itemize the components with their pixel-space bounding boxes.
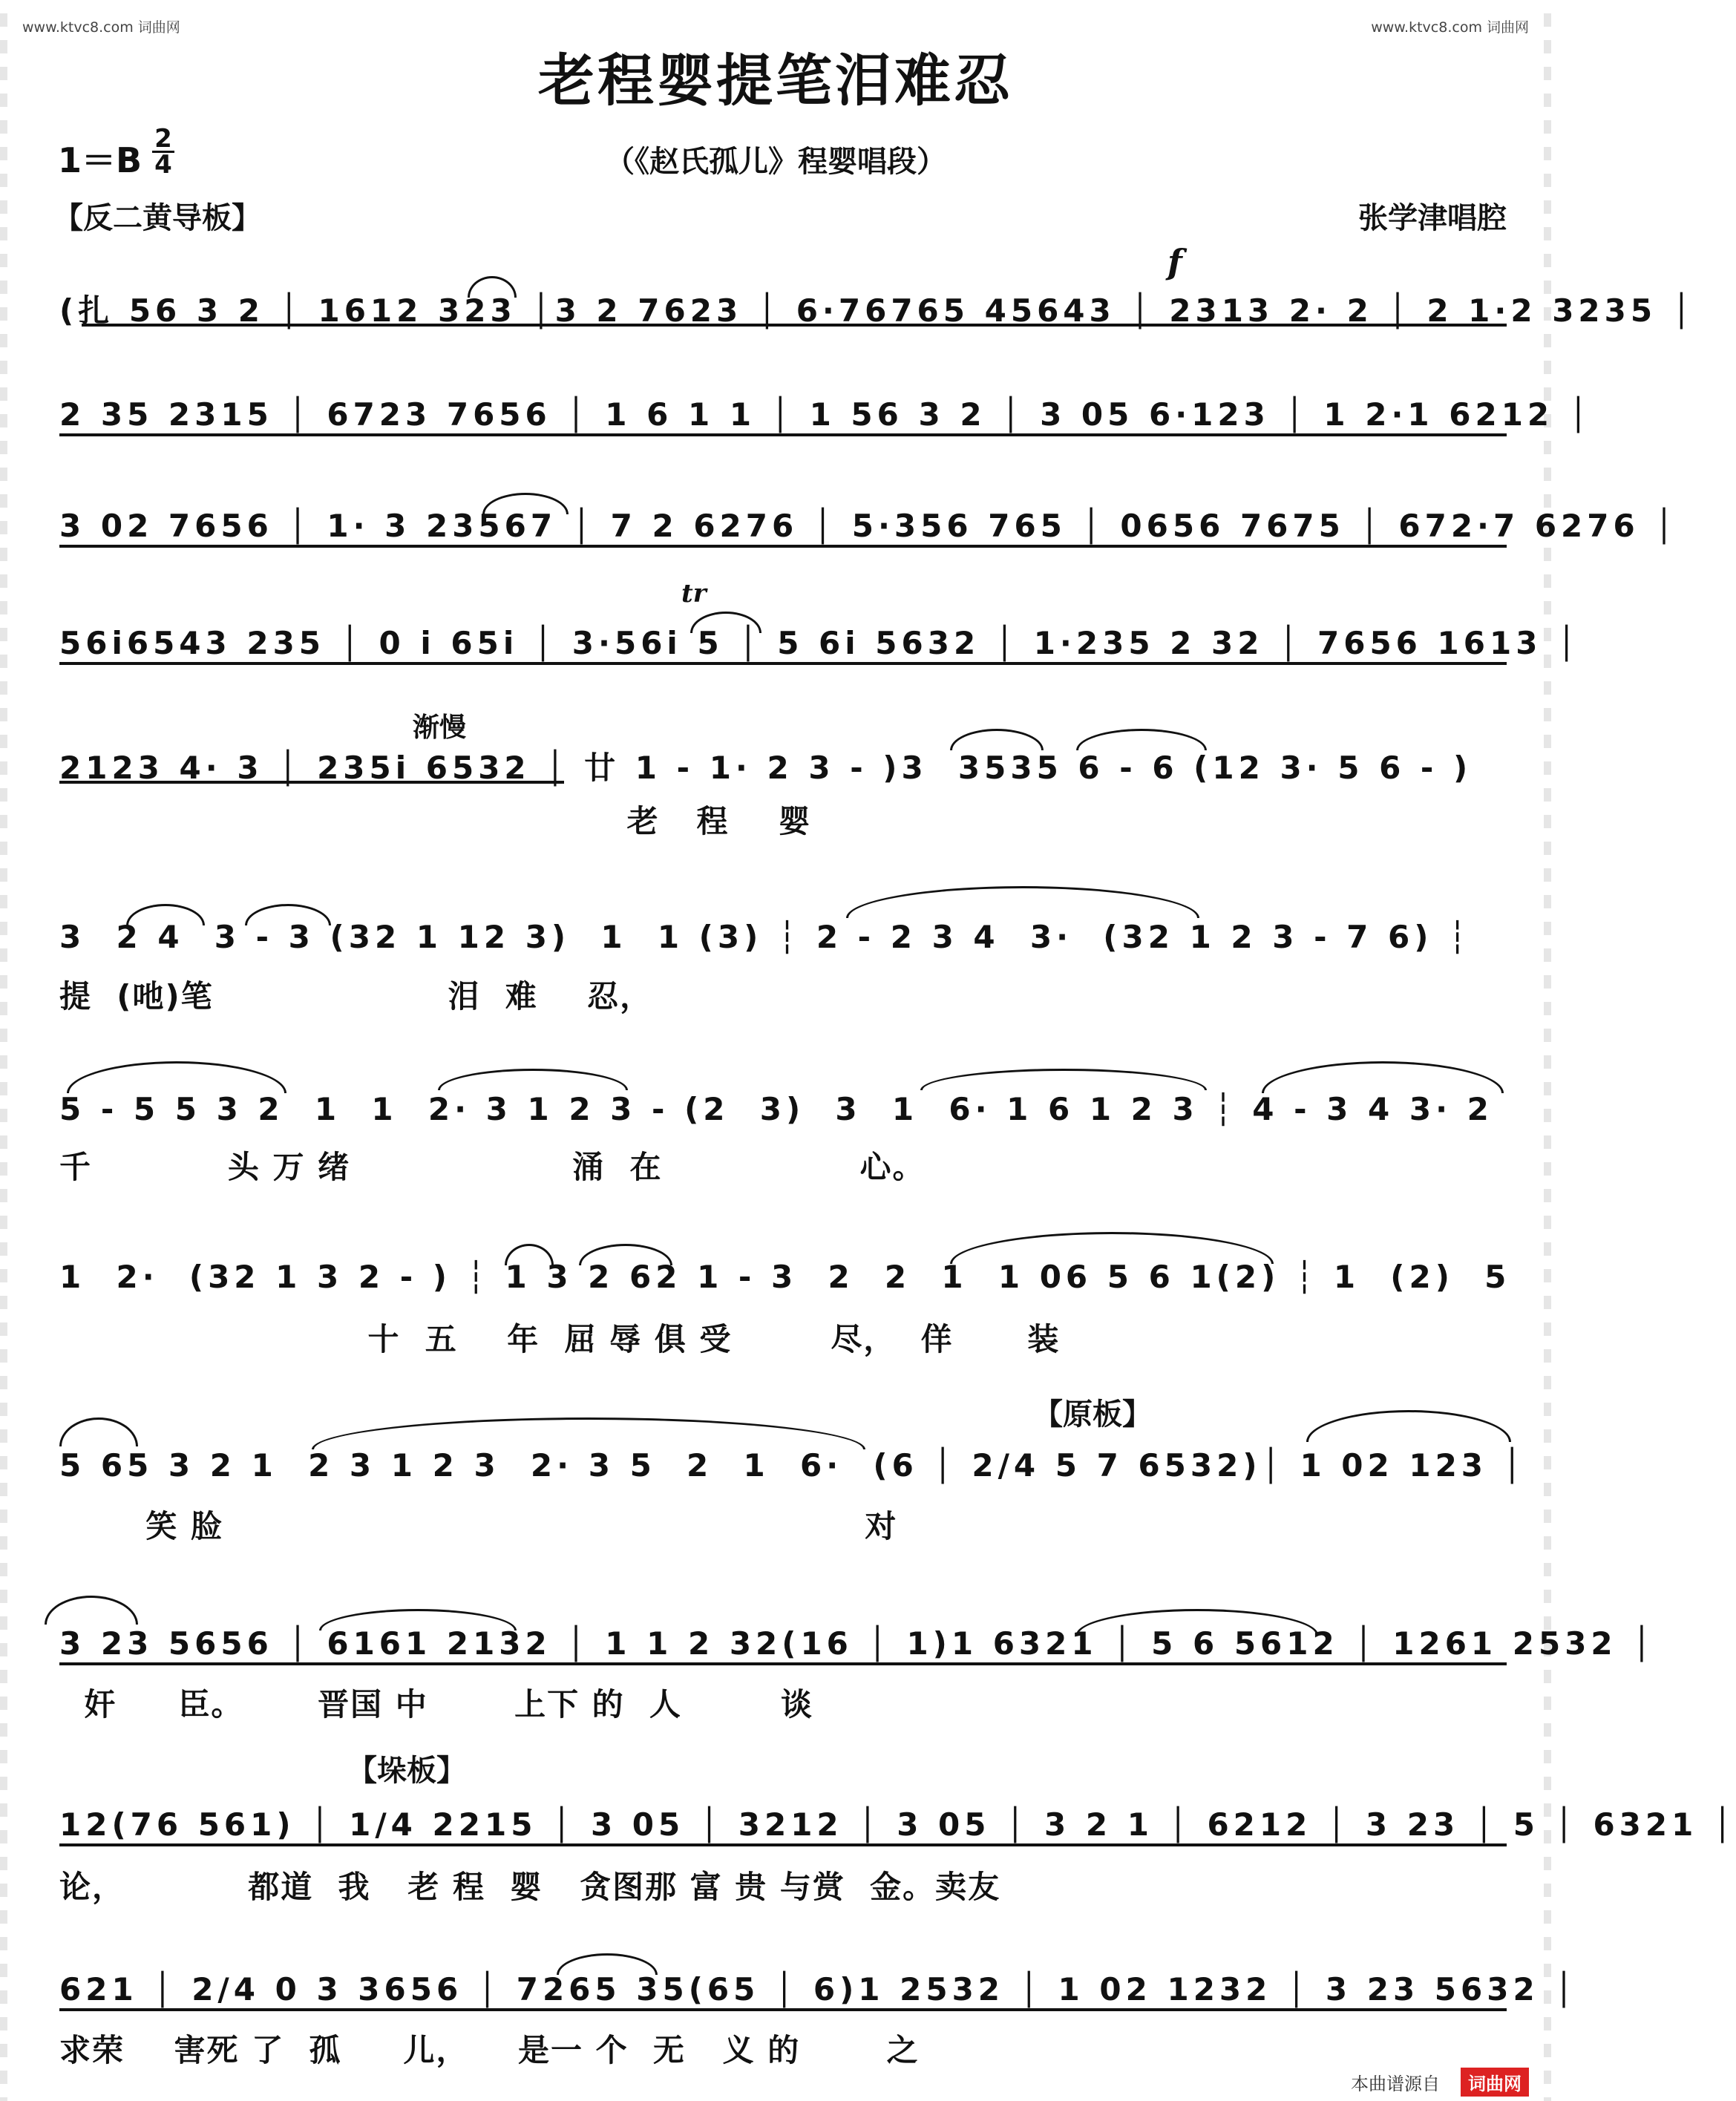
beam-line-3	[59, 545, 1507, 548]
lyrics-line-12: 求荣 害死 了 孤 儿， 是一 个 无 义 的 之	[59, 2032, 920, 2068]
notation-line-4: 56i6543 235 │ 0 i 65i │ 3·56i 5 │ 5 6i 5632 │ 1·235 2 32 │ 7656 1613 │	[59, 625, 1581, 661]
slur-6c	[846, 886, 1199, 918]
slur-8a	[505, 1244, 554, 1265]
time-numerator: 2	[154, 124, 172, 154]
subtitle: （《赵氏孤儿》程婴唱段）	[605, 145, 946, 179]
slur-8b	[579, 1244, 672, 1265]
slur-4	[690, 612, 761, 633]
slur-10c	[1076, 1609, 1318, 1635]
lyrics-line-10: 奸 臣。 晋国 中 上下 的 人 谈	[59, 1686, 813, 1723]
lyrics-line-6: 提 (吔)笔 泪 难 忍，	[59, 978, 653, 1015]
singer-credit: 张学津唱腔	[1358, 201, 1507, 235]
slur-5b	[1076, 729, 1207, 750]
tempo-mark-slower: 渐慢	[413, 712, 467, 743]
notation-line-7: 5 - 5 5 3 2 1 1 2· 3 1 2 3 - (2 3) 3 1 6· 1 6 1 2 3 ┆ 4 - 3 4 3· 2	[59, 1091, 1493, 1127]
notation-line-6: 3 2 4 3 - 3 (32 1 12 3) 1 1 (3) ┆ 2 - 2 3 4 3· (32 1 2 3 - 7 6) ┆	[59, 919, 1472, 955]
notation-line-8: 1 2· (32 1 3 2 - ) ┆ 1 3 2 62 1 - 3 2 2 1 1 06 5 6 1(2) ┆ 1 (2) 5	[59, 1259, 1511, 1295]
slur-7c	[920, 1069, 1207, 1090]
lyrics-line-8: 十 五 年 屈 辱 俱 受 尽， 佯 装	[59, 1321, 1061, 1357]
slur-6a	[126, 904, 205, 925]
lyrics-line-9: 笑 脸 对	[59, 1508, 898, 1544]
slur-7b	[438, 1069, 628, 1090]
source-note: 本曲谱源自	[1351, 2074, 1440, 2094]
section-label-duoban: 【垛板】	[347, 1754, 466, 1788]
notation-line-1: (扎 56 3 2 │ 1612 323 │3 2 7623 │ 6·76765 45643 │ 2313 2· 2 │ 2 1·2 3235 │	[59, 292, 1696, 329]
lyrics-line-5: 老 程 婴	[59, 803, 811, 839]
lyrics-line-11: 论， 都道 我 老 程 婴 贪图那 富 贵 与赏 金。卖友	[59, 1869, 1001, 1905]
notation-line-11: 12(76 561) │ 1/4 2215 │ 3 05 │ 3212 │ 3 05 │ 3 2 1 │ 6212 │ 3 23 │ 5 │ 6321 │	[59, 1806, 1736, 1843]
notation-line-2: 2 35 2315 │ 6723 7656 │ 1 6 1 1 │ 1 56 3 2 │ 3 05 6·123 │ 1 2·1 6212 │	[59, 396, 1593, 433]
slur-7d	[1262, 1061, 1504, 1093]
slur-12a	[557, 1953, 658, 1975]
notation-line-12: 621 │ 2/4 0 3 3656 │ 7265 35(65 │ 6)1 2532 │ 1 02 1232 │ 3 23 5632 │	[59, 1971, 1578, 2007]
slur-10b	[319, 1609, 517, 1630]
slur-9a	[59, 1417, 138, 1446]
lyrics-line-7: 千 头 万 绪 涌 在 心。	[59, 1149, 926, 1185]
slur-1	[468, 276, 517, 298]
beam-line-5	[59, 781, 564, 784]
slur-8c	[950, 1232, 1274, 1264]
beam-line-12	[59, 2008, 1507, 2011]
beam-line-11	[59, 1843, 1507, 1846]
forte-mark: f	[1167, 242, 1182, 282]
slur-7a	[67, 1061, 286, 1093]
song-title: 老程婴提笔泪难忍	[538, 47, 1013, 114]
site-logo: 词曲网	[1461, 2068, 1529, 2097]
notation-line-5: 2123 4· 3 │ 235i 6532 │ 廿 1 - 1· 2 3 - )3 3535 6 - 6 (12 3· 5 6 - )	[59, 750, 1473, 786]
key-signature: 1＝B	[58, 140, 143, 180]
left-border-strip	[0, 0, 7, 2101]
slur-6b	[245, 904, 331, 925]
beam-line-4	[59, 662, 1507, 665]
notation-line-9: 5 65 3 2 1 2 3 1 2 3 2· 3 5 2 1 6· (6 │ 2/4 5 7 6532)│ 1 02 123 │	[59, 1447, 1526, 1484]
site-watermark-left: www.ktvc8.com 词曲网	[22, 19, 180, 36]
section-label-daoban: 【反二黄导板】	[53, 201, 261, 235]
beam-line-10	[59, 1662, 1507, 1665]
notation-line-10: 3 23 5656 │ 6161 2132 │ 1 1 2 32(16 │ 1)1 6321 │ 5 6 5612 │ 1261 2532 │	[59, 1625, 1656, 1662]
trill-mark: tr	[681, 579, 707, 609]
slur-5a	[950, 729, 1044, 750]
section-label-yuanban: 【原板】	[1033, 1397, 1152, 1432]
beam-line-1	[82, 324, 1507, 327]
slur-9c	[1306, 1410, 1511, 1442]
beam-line-2	[59, 433, 1507, 436]
slur-3	[482, 493, 569, 514]
slur-10a	[45, 1596, 138, 1625]
notation-line-3: 3 02 7656 │ 1· 3 23567 │ 7 2 6276 │ 5·356 765 │ 0656 7675 │ 672·7 6276 │	[59, 508, 1678, 544]
slur-9b	[312, 1417, 865, 1449]
time-denominator: 4	[154, 150, 172, 180]
site-watermark-right: www.ktvc8.com 词曲网	[1371, 19, 1529, 36]
